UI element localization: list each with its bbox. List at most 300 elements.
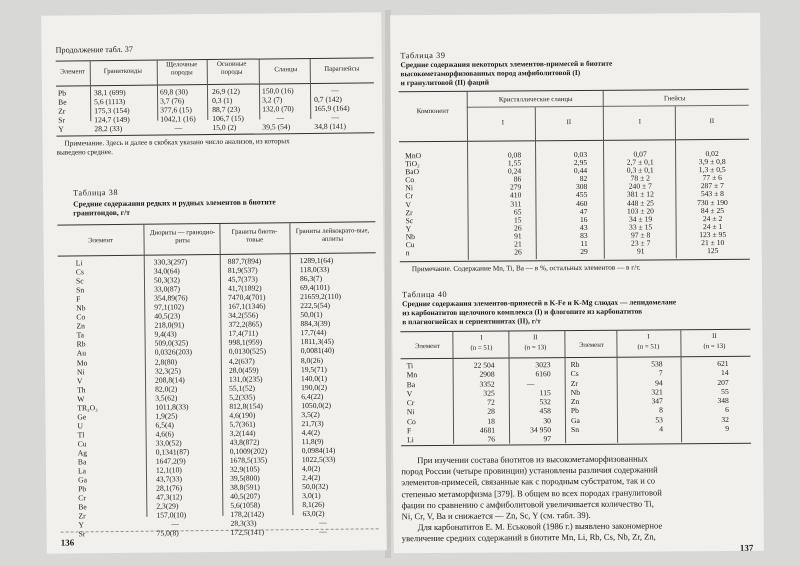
- table39-gneiss-I-cell: 23 ± 7: [631, 238, 651, 248]
- table39-slate-I-cell: 65: [513, 207, 522, 217]
- table40-right-I-cell: 7: [658, 368, 663, 378]
- table38-leucogranites-cell: 3,0(1): [302, 491, 321, 501]
- table37-note-line1: Примечание. Здесь и далее в скобках указано число анализов, из которых: [64, 137, 290, 148]
- table40-left-I-cell: 18: [487, 416, 495, 426]
- table39-group-rule: [467, 105, 749, 108]
- table38-biotite-granites-cell: 1678,5(135): [229, 455, 268, 465]
- table38-leucogranites-cell: 17,7(44): [300, 328, 327, 338]
- table38-diorites-cell: 82,0(2): [155, 384, 178, 394]
- table38-diorites-cell: 1647,2(9): [155, 456, 186, 466]
- table38-leucogranites-cell: 4,0(2): [301, 463, 321, 474]
- table39-slate-II-cell: 460: [576, 198, 588, 208]
- table40-header-element-right: Элемент: [579, 341, 604, 349]
- table38-biotite-granites-cell: 5,2(335): [229, 392, 256, 402]
- table38-element-cell: Ba: [77, 457, 87, 467]
- table38-element-cell: Tl: [77, 430, 85, 440]
- table39-gneiss-I-cell: 33 ± 15: [629, 222, 653, 232]
- table40-right-element-cell: Sn: [570, 425, 580, 435]
- table38-element-cell: Sn: [76, 285, 85, 295]
- table38-element-cell: Sr: [78, 529, 86, 539]
- table38-biotite-granites-cell: 178,2(142): [230, 509, 265, 520]
- table37-header-schists: Сланцы: [274, 66, 298, 74]
- table38-element-cell: Y: [78, 520, 85, 530]
- table40-right-II-cell: 207: [717, 377, 729, 387]
- table40-right-I-cell: 4: [659, 424, 664, 434]
- table39-slate-II-cell: 11: [580, 238, 588, 249]
- table38-diorites-cell: 208,8(14): [154, 374, 185, 385]
- table38-diorites-cell: 330,3(297): [153, 257, 188, 267]
- table39-slate-II-cell: 43: [579, 222, 588, 232]
- table39-slate-II-cell: 29: [580, 247, 588, 257]
- table40-left-element-cell: Mn: [406, 370, 418, 380]
- table38-element-cell: TR₂O₃: [77, 402, 98, 413]
- table39-gneiss-I-cell: 91: [636, 246, 645, 256]
- table38-biotite-granites-cell: 40,5(207): [230, 491, 261, 502]
- table38-header-biotite-granites: Граниты биоти-товые: [231, 228, 278, 244]
- table38-col-diorites: [154, 257, 194, 538]
- table38-biotite-granites-cell: 34,2(556): [228, 310, 259, 321]
- table37-header-alkaline: Щелочные породы: [166, 61, 198, 77]
- table39-component-cell: Cr: [405, 191, 414, 201]
- table38-diorites-cell: 4,6(6): [155, 429, 174, 439]
- table39-slate-II-cell: 308: [575, 182, 588, 192]
- table40-right-II-cell: 348: [717, 396, 729, 406]
- paragraph-line: При изучении состава биотитов из высокометаморфизованных: [417, 453, 648, 466]
- table38-biotite-granites-cell: 41,7(1892): [228, 283, 262, 293]
- table38-diorites-cell: 157,0(10): [156, 510, 187, 520]
- table39-slate-I-cell: 311: [510, 198, 522, 209]
- table39-gneiss-I-cell: 381 ± 12: [626, 189, 654, 200]
- table39-header-gneisses: Гнейсы: [663, 95, 686, 103]
- table39-sub-slate-I: I: [501, 119, 505, 127]
- table38-biotite-granites-cell: 131,0(235): [228, 374, 263, 384]
- table38-diorites-cell: 1011,8(33): [155, 402, 189, 412]
- table38-biotite-granites-cell: 0,1009(202): [229, 446, 268, 456]
- paragraph-line: элементов-примесей, связанные как с породным субстратом, так и со: [401, 475, 656, 488]
- table38-diorites-cell: 0,0326(203): [154, 347, 193, 358]
- table39-gneiss-II-cell: 84 ± 25: [700, 205, 725, 215]
- table39-slate-I-cell: 410: [509, 190, 522, 200]
- table39-gneiss-I-cell: 0,07: [633, 149, 647, 159]
- table38-element-cell: Th: [77, 385, 86, 395]
- table38-leucogranites-cell: 4,4(2): [301, 427, 320, 437]
- table40-left-II-cell: 34 950: [530, 425, 552, 435]
- table38-element-cell: Cr: [78, 493, 86, 503]
- table40-title-line2: из карбонатитов щелочного комплекса (I) и флогопите из карбонатитов: [402, 306, 643, 318]
- table39-gneiss-I-cell: 0,3 ± 0,1: [626, 165, 654, 175]
- table38-diorites-cell: 509,0(325): [154, 338, 189, 349]
- table40-left-I-cell: 325: [483, 388, 495, 398]
- table39-component-cell: Sc: [405, 215, 414, 225]
- table39-slate-I-cell: 91: [514, 231, 522, 241]
- table39-gneiss-II-cell: 24 ± 1: [702, 221, 723, 231]
- table38-element-cell: Ag: [77, 448, 88, 458]
- table38-header-diorites: Диориты — гранодио-риты: [149, 228, 216, 244]
- table40-vrule: [616, 331, 618, 443]
- table39-header-rule: [399, 139, 749, 142]
- table38-col-element: [76, 258, 99, 539]
- table40-header-element-left: Элемент: [415, 342, 440, 351]
- table38-biotite-granites-cell: 39,5(800): [230, 473, 260, 483]
- table40-right-II-cell: 55: [721, 386, 729, 396]
- table38-biotite-granites-cell: 55,1(52): [229, 383, 256, 393]
- table38-title-line2: гранитоидов, г/т: [73, 207, 130, 218]
- table37-col-basic: 26,9 (12) 0,3 (1) 88,7 (23) 106,7 (15) 15,0 (2): [211, 86, 244, 133]
- table38-diorites-cell: 1,9(25): [155, 411, 178, 421]
- table39-vrule: [467, 92, 469, 260]
- table39-sub-slate-II: II: [566, 119, 572, 127]
- table39-component-cell: Co: [405, 175, 415, 185]
- table38-diorites-cell: 75,0(8): [156, 528, 179, 539]
- table40-header-I-n-right: (n = 51): [637, 343, 660, 351]
- table39-gneiss-II-cell: 543 ± 8: [700, 189, 724, 199]
- paragraph-line: степенью метаморфизма [379]. В общем во всех породах гранулитовой: [401, 487, 662, 499]
- paragraph-line: фации по сравнению с амфиболитовой увеличивается количество Ti,: [401, 498, 654, 511]
- table39-slate-I-cell: 15: [513, 215, 522, 225]
- table40-right-element-cell: Pb: [570, 406, 579, 416]
- table38-header-leucogranites: Граниты лейкократо-вые, аплиты: [295, 227, 370, 243]
- table40-right-I-cell: 321: [651, 387, 663, 397]
- table39-component-cell: BaO: [405, 167, 420, 177]
- table39-gneiss-I-cell: 240 ± 7: [628, 181, 652, 192]
- table38-element-cell: Ge: [77, 412, 87, 422]
- table40-left-II-cell: 97: [543, 434, 552, 444]
- table39-gneiss-II-cell: 24 ± 2: [702, 213, 723, 223]
- table39-slate-I-cell: 26: [514, 247, 522, 257]
- table38-element-cell: Ga: [78, 475, 87, 485]
- table40-right-I-cell: 347: [651, 396, 663, 406]
- table40-header-II-right: II: [712, 333, 717, 341]
- table37-vrule: [207, 60, 209, 120]
- table38-element-cell: V: [76, 375, 83, 386]
- table40-right-element-cell: Zn: [570, 397, 580, 407]
- table39-gneiss-I-cell: 2,7 ± 0,1: [626, 157, 654, 167]
- table40-right-II-cell: 14: [721, 368, 729, 378]
- right-page-number: 137: [739, 542, 754, 553]
- table40-left-II-cell: 458: [539, 406, 551, 416]
- table38-leucogranites-cell: 21659,2(110): [300, 291, 342, 302]
- table39-bottom-rule: [400, 259, 750, 262]
- table39-note: Примечание. Содержание Mn, Ti, Ba — в %, остальных элементов — в г/т.: [411, 263, 641, 274]
- table39-gneiss-II-cell: 77 ± 6: [702, 173, 722, 183]
- table38-vrule: [289, 223, 293, 515]
- table38-leucogranites-cell: —: [319, 518, 327, 528]
- table37-vrule: [157, 61, 159, 121]
- table40-left-II-cell: 3023: [535, 360, 551, 370]
- table38-element-cell: Li: [75, 258, 83, 268]
- table38-biotite-granites-cell: 4,2(637): [228, 356, 255, 366]
- table39-slate-I-cell: 0,24: [507, 166, 522, 176]
- table39-gneiss-I-cell: 448 ± 25: [626, 198, 654, 208]
- table38-leucogranites-cell: 0,0984(14): [301, 445, 336, 456]
- table39-gneiss-II-cell: 123 ± 95: [699, 229, 727, 240]
- table40-right-element-cell: Cs: [570, 369, 579, 379]
- table40-col-left-I: [455, 361, 496, 445]
- table40-left-element-cell: Ba: [406, 379, 416, 389]
- table38-leucogranites-cell: 884,3(39): [300, 319, 331, 329]
- table38-element-cell: Mo: [76, 357, 88, 367]
- left-page: [41, 12, 387, 554]
- table37-col-granitoids: 38,1 (699) 5,6 (1113) 175,3 (154) 124,7 (149) 28,2 (33): [93, 87, 130, 134]
- table40-left-element-cell: F: [406, 426, 412, 436]
- table39-title-line3: и гранулитовой (II) фаций: [400, 77, 489, 88]
- table38-top-rule: [57, 221, 375, 225]
- table38-col-leucogranites: [300, 256, 344, 537]
- paragraph-line: Ni, Cr, V, Ba и снижается — Zn, Sc, Y (см. табл. 39).: [401, 509, 591, 522]
- table39-col-slate-I: [475, 151, 522, 257]
- table37-header-element: Элемент: [60, 68, 86, 76]
- table38-diorites-cell: 2,3(29): [156, 501, 179, 511]
- table38-diorites-cell: 0,1341(87): [155, 447, 190, 457]
- table38-element-cell: Rb: [76, 339, 86, 349]
- table39-slate-I-cell: 26: [513, 223, 522, 233]
- table38-element-cell: U: [77, 421, 84, 431]
- table40-header-II-n-right: (n = 13): [703, 342, 726, 351]
- table39-component-cell: Nb: [405, 232, 415, 242]
- table39-sub-gneiss-I: I: [638, 118, 642, 126]
- table38-label: Таблица 38: [73, 187, 119, 198]
- table38-diorites-cell: 40,5(23): [154, 311, 181, 321]
- table37-col-element: Pb Be Zr Sr Y: [57, 88, 67, 134]
- table37-col-alkaline: 69,8 (30) 3,7 (76) 377,6 (15) 1042,1 (16) —: [159, 87, 196, 133]
- table38-diorites-cell: 33,0(87): [154, 284, 181, 294]
- table40-vrule: [564, 331, 566, 443]
- table39-component-cell: Ni: [405, 183, 413, 193]
- table38-diorites-cell: 47,3(12): [156, 492, 183, 502]
- continuation-title: Продолжение табл. 37: [55, 44, 133, 55]
- table38-leucogranites-cell: 86,3(7): [299, 273, 323, 284]
- table38-title-line1: Средние содержания редких и рудных элементов в биотите: [73, 197, 276, 209]
- table38-diorites-cell: 218,0(91): [154, 320, 185, 330]
- table39-gneiss-II-cell: 3,9 ± 0,8: [698, 157, 726, 167]
- table40-left-I-cell: 76: [487, 434, 496, 445]
- paragraph-line: увеличение средних содержаний в биотите Mn, Li, Rb, Cs, Nb, Zr, Zn,: [401, 531, 656, 544]
- table38-biotite-granites-cell: 43,8(872): [229, 437, 260, 447]
- table40-right-II-cell: 621: [717, 358, 729, 369]
- table38-element-cell: Ta: [76, 330, 85, 340]
- table40-col-right-element: [571, 360, 581, 434]
- table40-left-element-cell: Cr: [406, 398, 415, 408]
- table39-gneiss-II-cell: 125: [707, 246, 719, 256]
- table40-col-right-I: [621, 359, 664, 434]
- table39-col-slate-II: [541, 151, 588, 257]
- table40-right-I-cell: 538: [651, 359, 663, 369]
- table37-note-line2: выведено среднее.: [56, 148, 113, 157]
- table38-diorites-cell: 12,1(10): [155, 465, 182, 475]
- table40-right-element-cell: Nb: [570, 387, 581, 397]
- table40-left-element-cell: Co: [406, 416, 416, 426]
- table37-header-paragneiss: Парагнейсы: [324, 65, 360, 73]
- table38-element-cell: Au: [76, 348, 87, 358]
- table38-biotite-granites-cell: 812,8(154): [229, 401, 263, 411]
- table39-slate-II-cell: 16: [579, 214, 588, 224]
- table40-col-right-II: [685, 359, 730, 434]
- table38-vrule: [143, 225, 147, 517]
- table38-leucogranites-cell: 222,5(54): [300, 301, 331, 311]
- table38-biotite-granites-cell: 32,9(105): [229, 464, 260, 474]
- table40-right-I-cell: 53: [655, 415, 663, 425]
- table40-right-element-cell: Rb: [570, 359, 580, 370]
- table38-biotite-granites-cell: 81,9(537): [227, 265, 258, 275]
- table38-diorites-cell: 43,7(33): [156, 474, 183, 484]
- table39-gneiss-II-cell: 730 ± 190: [697, 197, 728, 207]
- table38-diorites-cell: 33,0(52): [155, 438, 182, 448]
- table39-slate-I-cell: 279: [509, 182, 522, 192]
- table38-leucogranites-cell: 19,5(71): [300, 364, 327, 374]
- table39-slate-II-cell: 455: [575, 190, 588, 200]
- table40-header-II-n-left: (n = 13): [524, 344, 547, 352]
- table39-title-line2: высокометаморфизованных пород амфиболитовой (I): [400, 67, 581, 79]
- table39-label: Таблица 39: [400, 50, 446, 61]
- table40-left-element-cell: Li: [407, 435, 414, 445]
- table38-element-cell: Pb: [78, 484, 87, 494]
- table38-biotite-granites-cell: 7470,4(701): [228, 292, 266, 303]
- paragraph-line: пород России (четыре провинции) установлены различия содержаний: [401, 464, 658, 477]
- table38-leucogranites-cell: —: [319, 527, 327, 537]
- table38-leucogranites-cell: 8,0(26): [300, 355, 324, 365]
- table38-element-cell: Be: [78, 502, 87, 512]
- table39-slate-I-cell: 1,55: [507, 158, 522, 168]
- left-page-number: 136: [60, 537, 75, 548]
- table39-gneiss-I-cell: 78 ± 2: [630, 173, 650, 183]
- table37-vrule: [310, 59, 312, 119]
- table40-header-I-right: I: [647, 333, 650, 341]
- table40-left-II-cell: —: [526, 378, 535, 388]
- table38-biotite-granites-cell: 172,5(141): [230, 527, 265, 538]
- table39-header-slates: Кристаллические сланцы: [498, 96, 573, 104]
- table38-biotite-granites-cell: 887,7(894): [227, 256, 262, 266]
- table40-right-element-cell: Ga: [570, 415, 580, 425]
- table38-element-cell: Zn: [76, 321, 85, 331]
- table40-left-element-cell: Ni: [406, 407, 415, 417]
- table40-left-II-cell: 30: [543, 415, 551, 426]
- table38-biotite-granites-cell: 3,2(144): [229, 428, 256, 438]
- table38-leucogranites-cell: 8,1(26): [302, 500, 325, 510]
- table38-leucogranites-cell: 6,4(22): [301, 391, 324, 401]
- table40-title-line3: в плагиогнейсах и серпентинитах (II), г/т: [402, 316, 541, 327]
- table38-diorites-cell: 34,0(64): [153, 266, 180, 276]
- table40-col-left-element: [407, 361, 418, 445]
- table38-leucogranites-cell: 69,4(101): [300, 282, 330, 293]
- table38-leucogranites-cell: 1811,3(45): [300, 337, 334, 347]
- table40-right-II-cell: 9: [725, 424, 730, 434]
- table38-biotite-granites-cell: 38,8(591): [230, 482, 260, 493]
- table38-leucogranites-cell: 50,0(32): [302, 481, 329, 492]
- table38-diorites-cell: 354,89(76): [154, 293, 188, 303]
- table39-component-cell: V: [405, 199, 411, 209]
- table40-right-I-cell: 8: [659, 405, 663, 415]
- table38-leucogranites-cell: 1289,1(64): [299, 255, 334, 266]
- table39-gneiss-II-cell: 21 ± 10: [701, 238, 725, 248]
- table40-col-left-II: [511, 360, 552, 444]
- table38-biotite-granites-cell: 4,6(190): [229, 410, 256, 420]
- table37-col-schists: 150,0 (16) 3,2 (7) 132,0 (70) — 39,5 (54): [261, 86, 294, 132]
- table38-element-cell: Ni: [76, 366, 85, 377]
- table38-biotite-granites-cell: 372,2(865): [228, 319, 263, 330]
- table37-header-basic: Основные породы: [216, 60, 247, 76]
- table38-biotite-granites-cell: 0,0130(525): [228, 346, 267, 357]
- table38-element-cell: Zr: [78, 511, 86, 521]
- table39-gneiss-I-cell: 34 ± 19: [628, 214, 653, 224]
- table38-header-element: Элемент: [88, 237, 113, 245]
- table40-left-I-cell: 2908: [479, 369, 495, 379]
- table39-title-line1: Средние содержания некоторых элементов-примесей в биотите: [400, 58, 613, 70]
- table38-vrule: [219, 224, 223, 516]
- table38-leucogranites-cell: 11,8(9): [301, 436, 324, 447]
- table37-header-granitoids: Граниткоиды: [103, 67, 142, 76]
- table40-left-II-cell: 532: [539, 397, 551, 407]
- table40-title-line1: Средние содержания элементов-примесей в K-Fe и K-Mg слюдах — лепидомелане: [402, 297, 677, 309]
- table39-vrule: [535, 107, 537, 259]
- table38-diorites-cell: 6,5(4): [155, 420, 174, 430]
- table38-leucogranites-cell: 118,0(33): [299, 264, 330, 275]
- table38-leucogranites-cell: 1050,0(2): [301, 400, 332, 410]
- table38-diorites-cell: 28,1(76): [156, 483, 183, 493]
- table38-biotite-granites-cell: 5,7(361): [229, 419, 256, 429]
- table40-left-element-cell: V: [406, 389, 413, 399]
- table40-left-I-cell: 28: [487, 407, 495, 417]
- table40-right-II-cell: 6: [725, 405, 729, 415]
- table38-biotite-granites-cell: 17,4(711): [228, 328, 259, 339]
- table38-leucogranites-cell: 3,5(2): [301, 409, 320, 419]
- table38-element-cell: Nb: [76, 303, 86, 313]
- table39-header-component: Компонент: [416, 107, 449, 116]
- table38-leucogranites-cell: 0,0081(40): [300, 346, 335, 356]
- table40-label: Таблица 40: [402, 289, 448, 300]
- table38-biotite-granites-cell: 998,1(959): [228, 337, 263, 348]
- table40-header-I-left: I: [480, 334, 483, 342]
- table39-col-component: [405, 152, 422, 257]
- table38-element-cell: Cu: [77, 439, 87, 449]
- table39-component-cell: MnO: [405, 151, 422, 161]
- table38-biotite-granites-cell: 45,7(373): [227, 274, 258, 284]
- table39-component-cell: TiO₂: [405, 159, 420, 169]
- table40-left-II-cell: 6160: [535, 369, 551, 379]
- table39-gneiss-II-cell: 0,02: [705, 149, 719, 159]
- table40-header-II-left: II: [533, 334, 538, 342]
- table40-header-I-n-left: (n = 51): [470, 344, 493, 352]
- table39-component-cell: n: [405, 248, 410, 258]
- table38-diorites-cell: 3,5(62): [155, 393, 178, 403]
- table39-sub-gneiss-II: II: [709, 118, 715, 126]
- table40-left-I-cell: 3352: [479, 379, 495, 389]
- table38-leucogranites-cell: 21,7(3): [301, 418, 324, 428]
- table39-top-rule: [399, 89, 749, 92]
- table40-left-I-cell: 4681: [479, 425, 496, 435]
- table38-biotite-granites-cell: 28,0(459): [228, 365, 259, 375]
- table38-leucogranites-cell: 50,0(1): [300, 310, 323, 320]
- table38-element-cell: Sc: [75, 276, 84, 286]
- table39-slate-II-cell: 47: [579, 206, 588, 216]
- table40-vrule: [680, 330, 682, 442]
- table39-col-gneiss-II: [677, 150, 748, 256]
- table38-element-cell: La: [77, 466, 87, 476]
- table39-gneiss-II-cell: 1,3 ± 0,5: [698, 165, 726, 175]
- table39-slate-II-cell: 2,95: [573, 158, 588, 168]
- right-page: [390, 13, 764, 554]
- table38-element-cell: Co: [76, 312, 86, 322]
- table38-diorites-cell: —: [171, 519, 180, 529]
- table40-left-element-cell: Ti: [406, 361, 414, 371]
- table39-slate-I-cell: 0,08: [507, 150, 522, 160]
- table40-right-II-cell: 32: [721, 414, 729, 424]
- table38-element-cell: W: [77, 394, 85, 404]
- table38-diorites-cell: 9,4(43): [154, 329, 177, 340]
- table39-component-cell: Zr: [405, 207, 413, 217]
- table37-col-paragneiss: — 0,7 (142) 165,9 (164) — 34,8 (141): [314, 85, 350, 132]
- table38-diorites-cell: 2,8(80): [154, 356, 178, 367]
- table39-slate-II-cell: 0,03: [573, 149, 588, 160]
